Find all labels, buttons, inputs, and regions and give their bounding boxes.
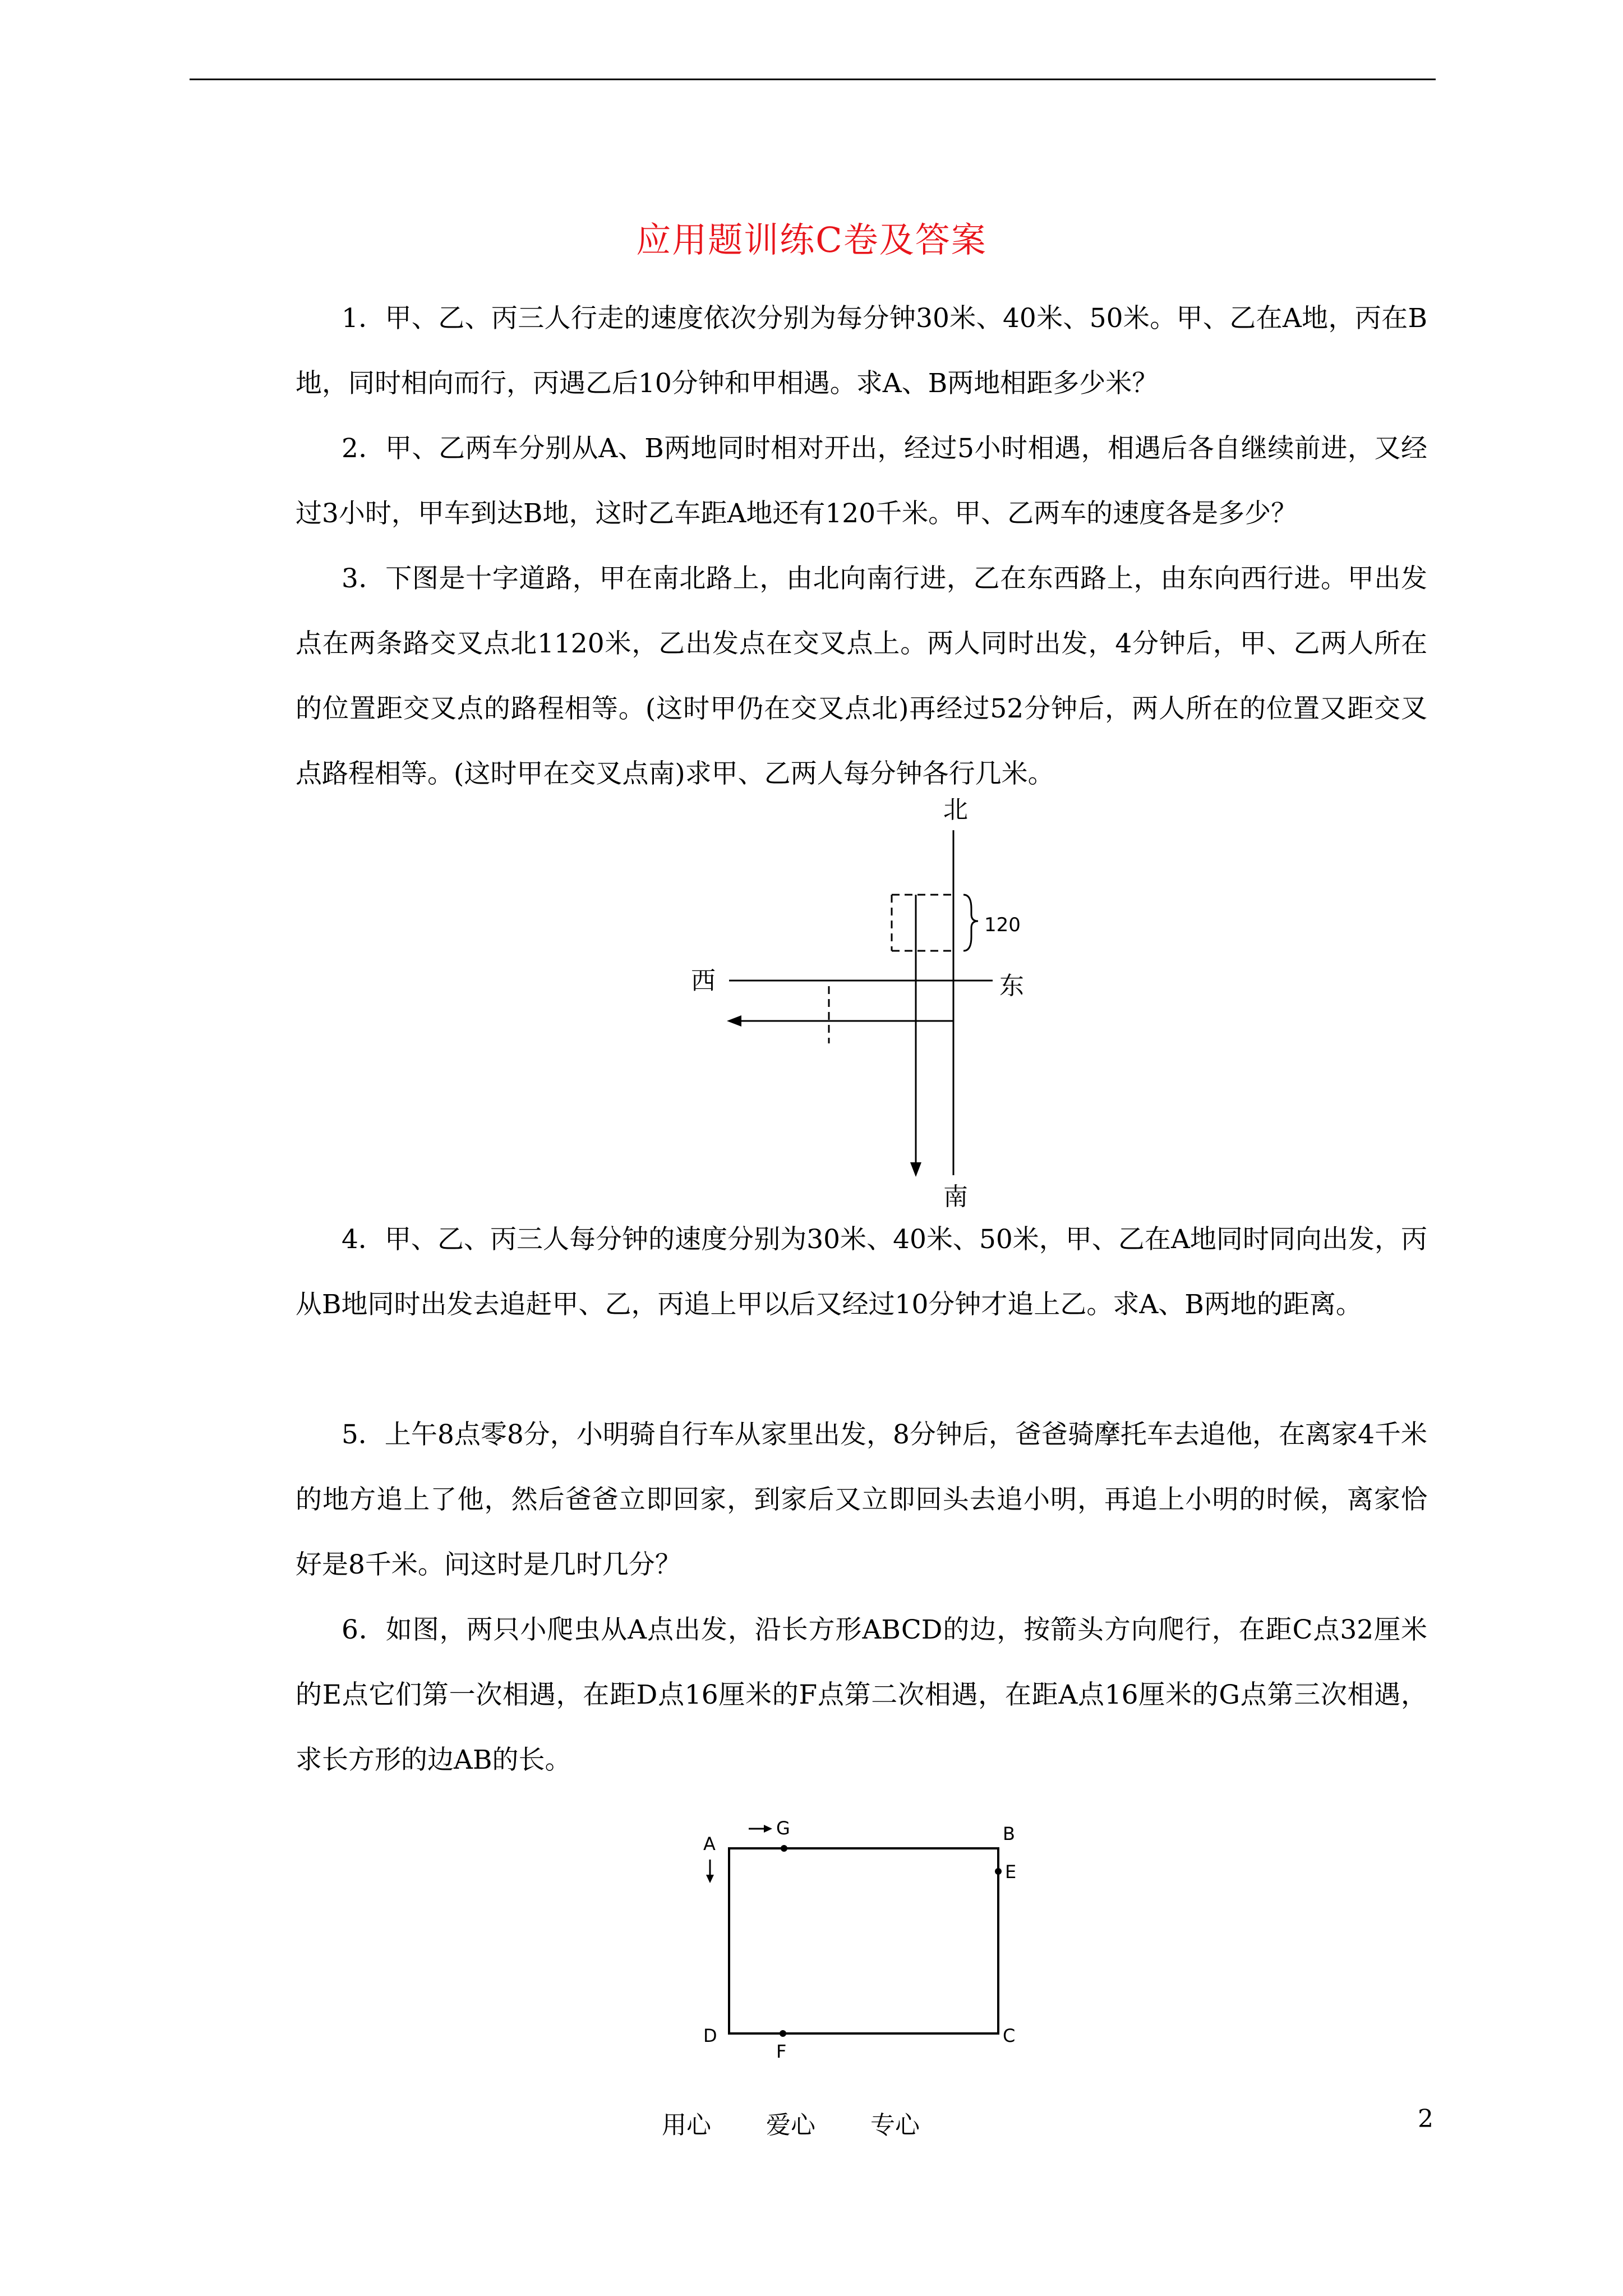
jia-arrow-head	[910, 1162, 921, 1177]
footer-word-3: 专心	[870, 2111, 920, 2139]
problem-6: 6．如图，两只小爬虫从A点出发，沿长方形ABCD的边，按箭头方向爬行，在距C点32厘米的E点它们第一次相遇，在距D点16厘米的F点第二次相遇，在距A点16厘米的G点第三次相遇，求长方形的边AB的长。	[296, 1614, 1427, 1775]
point-f	[780, 2030, 786, 2037]
footer-slogan	[662, 2105, 920, 2141]
north-label: 北	[943, 797, 968, 824]
footer-word-2: 爱心	[766, 2111, 815, 2139]
problem-2: 2．甲、乙两车分别从A、B两地同时相对开出，经过5小时相遇，相遇后各自继续前进，又经过3小时，甲车到达B地，这时乙车距A地还有120千米。甲、乙两车的速度各是多少？	[296, 433, 1427, 529]
label-a: A	[703, 1833, 716, 1855]
page-number: 2	[1418, 2105, 1433, 2133]
label-e: E	[1005, 1861, 1017, 1883]
rectangle-abcd	[729, 1848, 998, 2033]
crossroad-diagram	[679, 797, 1038, 1223]
point-e	[995, 1868, 1002, 1875]
point-g	[781, 1845, 787, 1852]
yi-arrow-head	[727, 1015, 741, 1027]
south-label: 南	[943, 1182, 968, 1211]
down-arrow-head	[706, 1875, 714, 1883]
problem-4: 4．甲、乙、丙三人每分钟的速度分别为30米、40米、50米，甲、乙在A地同时同向出发，丙从B地同时出发去追赶甲、乙，丙追上甲以后又经过10分钟才追上乙。求A、B两地的距离。	[296, 1224, 1427, 1320]
label-g: G	[776, 1818, 790, 1839]
problem-1: 1．甲、乙、丙三人行走的速度依次分别为每分钟30米、40米、50米。甲、乙在A地，丙在B地，同时相向而行，丙遇乙后10分钟和甲相遇。求A、B两地相距多少米？	[296, 303, 1427, 399]
problem-5: 5．上午8点零8分，小明骑自行车从家里出发，8分钟后，爸爸骑摩托车去追他，在离家4千米的地方追上了他，然后爸爸立即回家，到家后又立即回头去追小明，再追上小明的时候，离家恰好是8千米。问这时是几时几分？	[296, 1419, 1427, 1580]
rectangle-diagram	[695, 1806, 1043, 2064]
distance-label: 120	[984, 914, 1021, 936]
label-b: B	[1003, 1823, 1015, 1844]
label-f: F	[776, 2041, 787, 2062]
problem-3: 3．下图是十字道路，甲在南北路上，由北向南行进，乙在东西路上，由东向西行进。甲出发点在两条路交叉点北1120米，乙出发点在交叉点上。两人同时出发，4分钟后，甲、乙两人所在的位置距交叉点的路程相等。(这时甲仍在交叉点北)再经过52分钟后，两人所在的位置又距交叉点路程相等。(这时甲在交叉点南)求甲、乙两人每分钟各行几米。	[296, 563, 1427, 789]
east-label: 东	[999, 972, 1024, 1000]
west-label: 西	[691, 967, 716, 995]
label-c: C	[1003, 2025, 1016, 2046]
label-d: D	[703, 2025, 717, 2046]
footer-word-1: 用心	[662, 2111, 711, 2139]
distance-brace	[963, 895, 978, 951]
right-arrow-head	[764, 1825, 772, 1833]
page-title: 应用题训练C卷及答案	[636, 219, 987, 260]
header-rule	[190, 79, 1436, 80]
